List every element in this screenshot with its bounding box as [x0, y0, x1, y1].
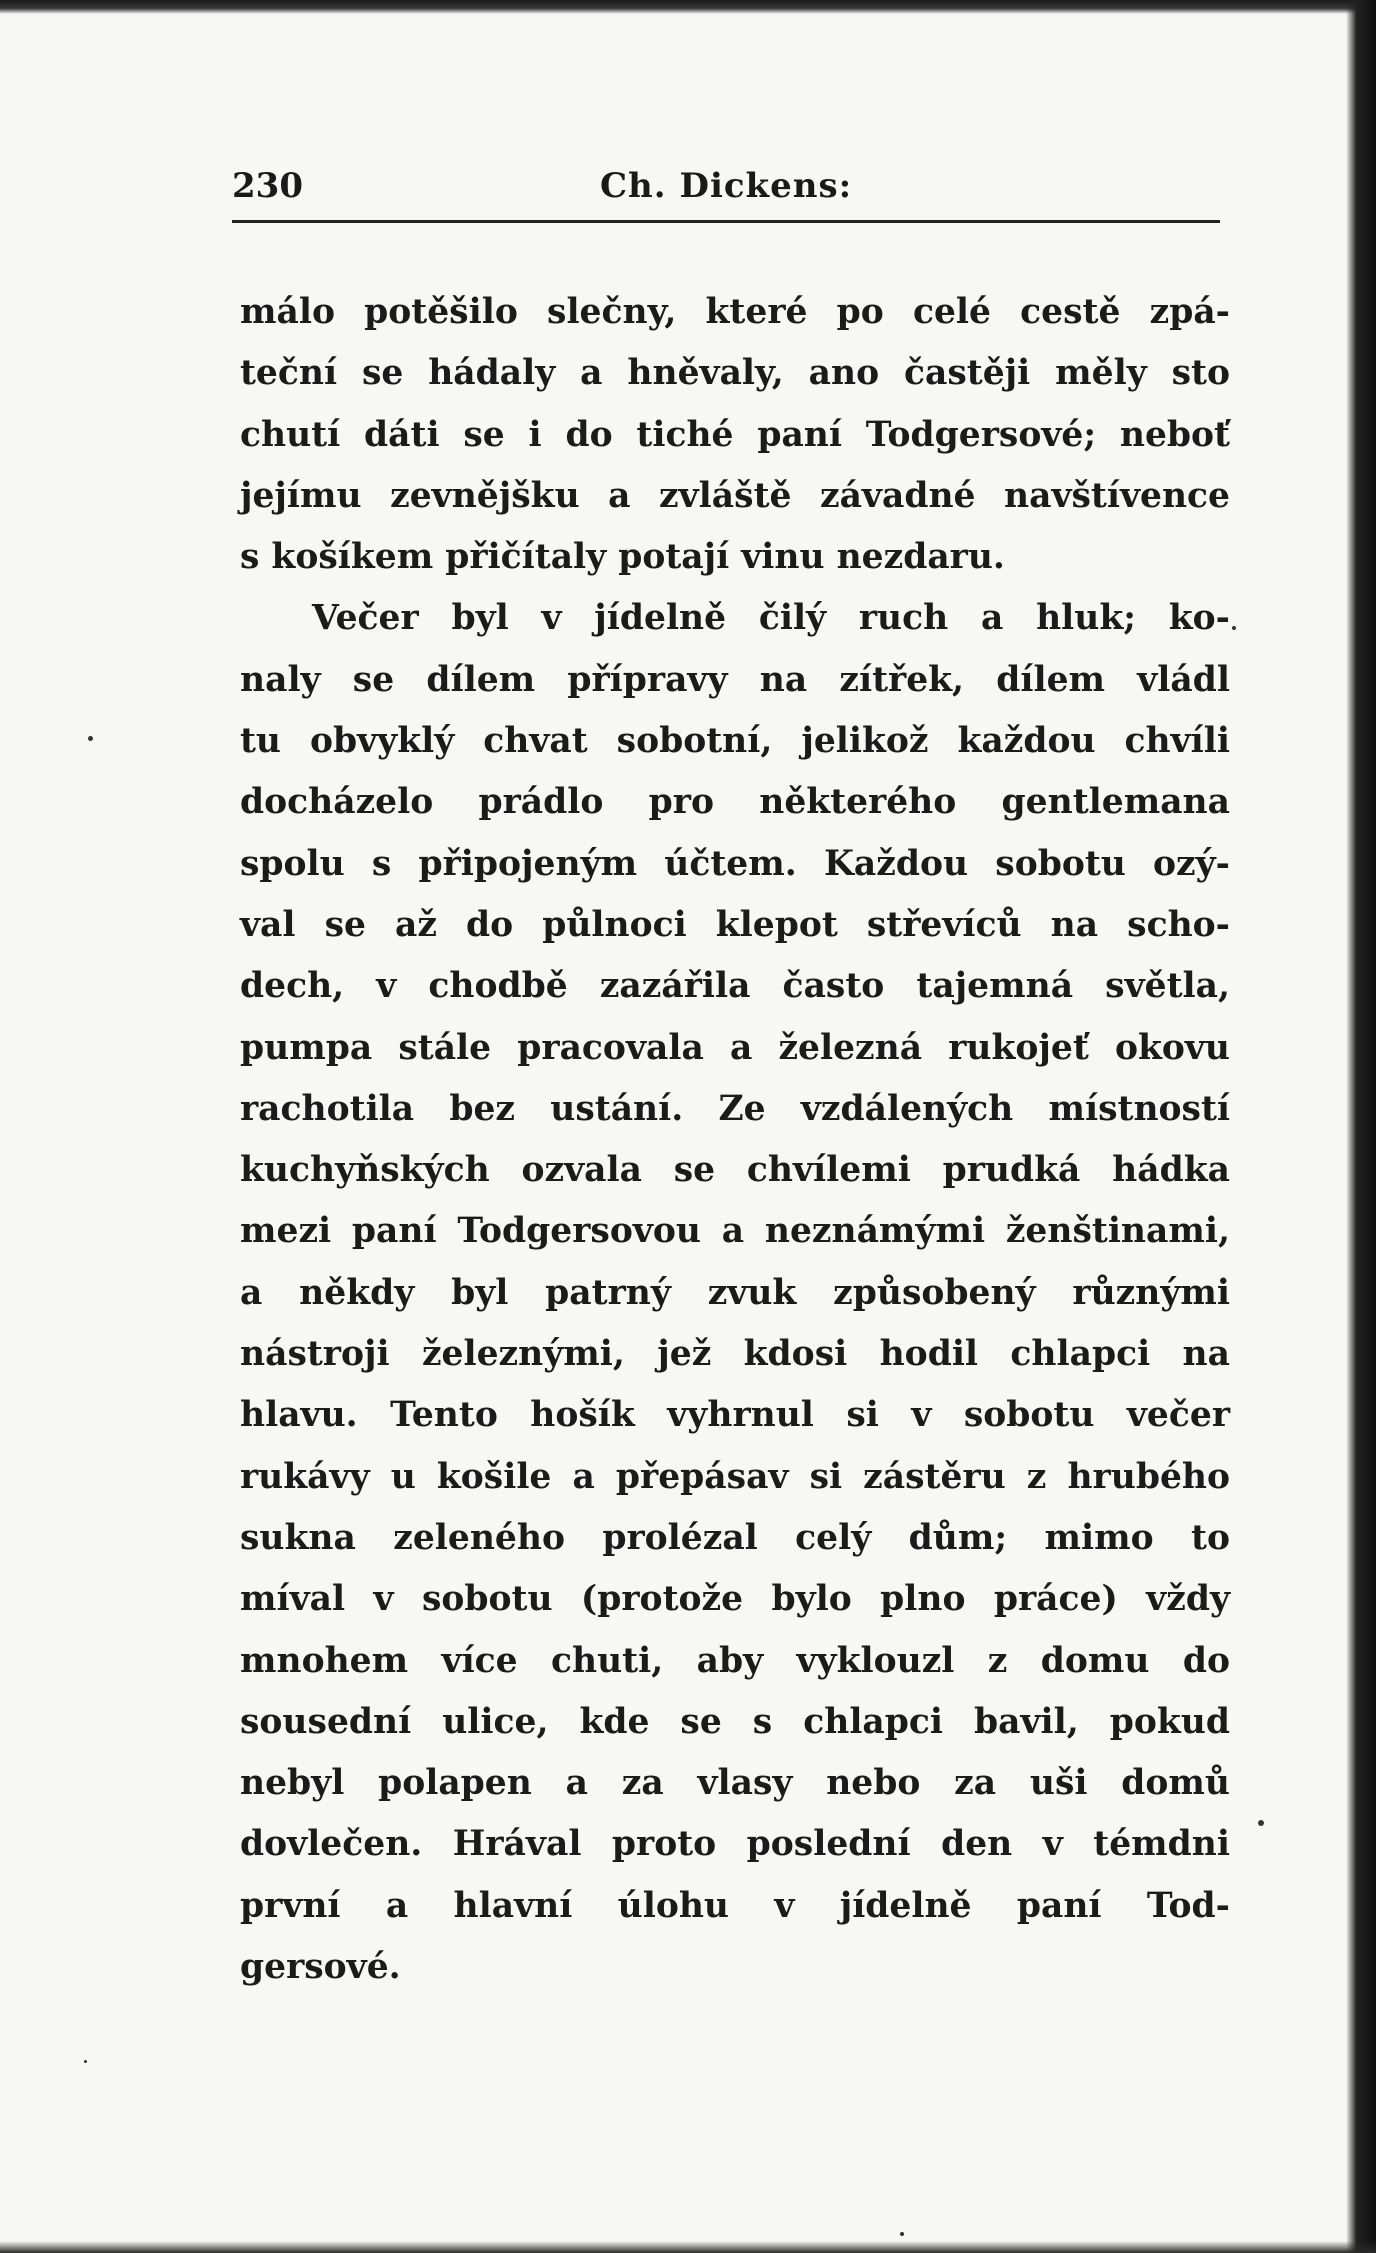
scan-speck: [84, 2060, 87, 2063]
text-line: a někdy byl patrný zvuk způsobený různými: [240, 1272, 1230, 1313]
text-line: pumpa stále pracovala a železná rukojeť okovu: [240, 1027, 1230, 1068]
text-line: naly se dílem přípravy na zítřek, dílem vládl: [240, 659, 1230, 700]
text-line: Večer byl v jídelně čilý ruch a hluk; ko-: [312, 598, 1230, 639]
text-line: málo potěšilo slečny, které po celé cestě zpá-: [240, 292, 1230, 332]
text-line: mnohem více chuti, aby vyklouzl z domu do: [240, 1640, 1230, 1681]
scan-speck: [1258, 1820, 1264, 1826]
text-line: tu obvyklý chvat sobotní, jelikož každou chvíli: [240, 721, 1230, 762]
scan-edge-bottom: [0, 2241, 1376, 2253]
scan-speck: [1232, 626, 1236, 630]
scan-speck: [900, 2232, 904, 2236]
text-line: kuchyňských ozvala se chvílemi prudká hádka: [240, 1150, 1230, 1191]
text-line: sukna zeleného prolézal celý dům; mimo to: [240, 1517, 1230, 1558]
text-line: gersové.: [240, 1947, 401, 1988]
text-line: val se až do půlnoci klepot střevíců na scho-: [240, 904, 1230, 945]
scan-edge-top: [0, 0, 1376, 14]
text-line: chutí dáti se i do tiché paní Todgersové; neboť: [240, 414, 1230, 455]
text-line: první a hlavní úlohu v jídelně paní Tod-: [240, 1885, 1230, 1926]
text-line: hlavu. Tento hošík vyhrnul si v sobotu večer: [240, 1395, 1230, 1436]
text-line: dovlečen. Hrával proto poslední den v témdni: [240, 1824, 1230, 1865]
text-line: rachotila bez ustání. Ze vzdálených místností: [240, 1088, 1230, 1129]
text-line: docházelo prádlo pro některého gentlemana: [240, 782, 1230, 823]
scan-edge-right: [1346, 0, 1376, 2253]
text-line: sousední ulice, kde se s chlapci bavil, pokud: [240, 1701, 1230, 1742]
page-number: 230: [232, 166, 303, 206]
body-text: [240, 282, 1230, 1998]
text-line: jejímu zevnějšku a zvláště závadné navštívence: [240, 475, 1230, 516]
text-line: s košíkem přičítaly potají vinu nezdaru.: [240, 537, 1005, 578]
text-line: míval v sobotu (protože bylo plno práce) vždy: [240, 1579, 1230, 1620]
text-line: spolu s připojeným účtem. Každou sobotu ozý-: [240, 843, 1230, 884]
text-line: nebyl polapen a za vlasy nebo za uši domů: [240, 1763, 1230, 1804]
page-header: [232, 160, 1222, 216]
header-rule: [232, 220, 1220, 223]
scan-speck: [88, 736, 93, 741]
text-line: rukávy u košile a přepásav si zástěru z hrubého: [240, 1456, 1230, 1497]
text-line: mezi paní Todgersovou a neznámými ženštinami,: [240, 1211, 1230, 1252]
running-title: Ch. Dickens:: [600, 166, 853, 206]
text-line: nástroji železnými, jež kdosi hodil chlapci na: [240, 1334, 1230, 1375]
text-line: teční se hádaly a hněvaly, ano častěji měly sto: [240, 353, 1230, 394]
text-line: dech, v chodbě zazářila často tajemná světla,: [240, 966, 1230, 1007]
